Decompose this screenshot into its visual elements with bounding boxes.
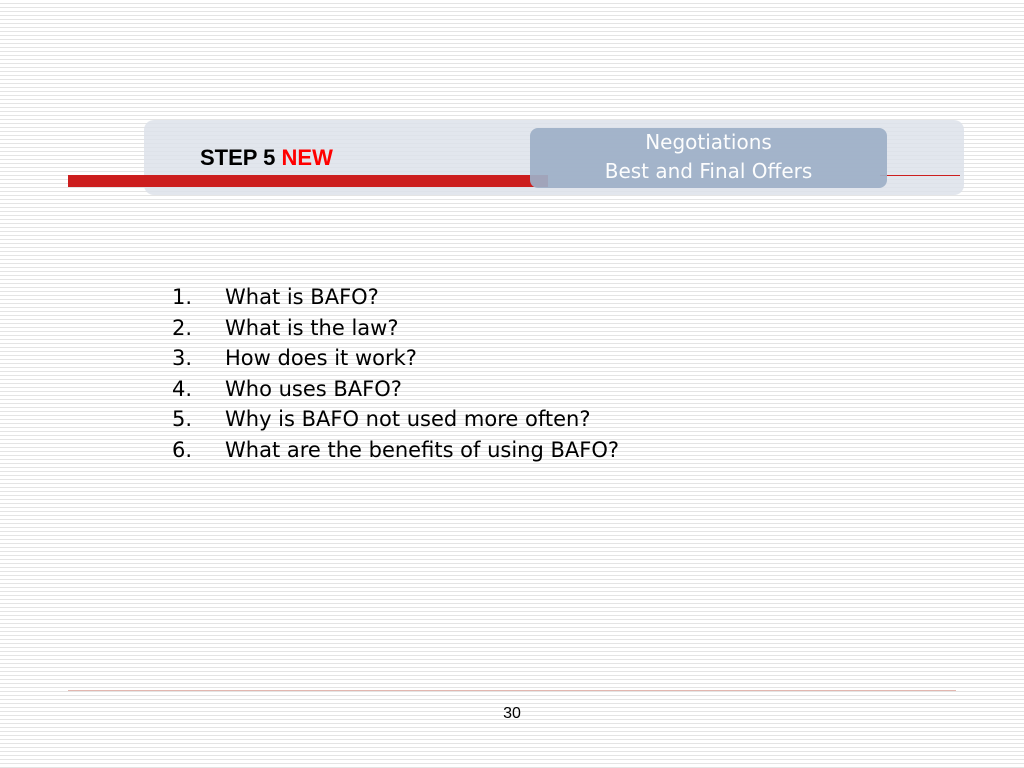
title-accent-line (880, 175, 960, 176)
list-item (172, 374, 619, 405)
list-item-number: 6. (172, 437, 193, 462)
list-item-number: 3. (172, 346, 193, 370)
slide-title (200, 145, 333, 171)
title-accent-bar (68, 175, 548, 187)
list-item (172, 313, 619, 344)
new-badge: NEW (281, 145, 333, 170)
list-item (172, 404, 619, 435)
list-item (172, 435, 619, 466)
list-item-number: 4. (172, 376, 193, 401)
list-item-text: Why is BAFO not used more often? (225, 407, 591, 431)
topic-line-2: Best and Final Offers (604, 159, 813, 183)
step-label: STEP 5 (200, 145, 276, 170)
list-item-text: What is BAFO? (225, 285, 379, 309)
list-item-text: What is the law? (225, 315, 399, 340)
list-item-text: How does it work? (225, 346, 417, 370)
topic-box (530, 128, 887, 188)
list-item-text: Who uses BAFO? (225, 376, 402, 401)
question-list (172, 282, 619, 465)
footer-divider (68, 690, 956, 691)
page-number: 30 (503, 705, 521, 722)
list-item-number: 1. (172, 285, 193, 309)
list-item-text: What are the benefits of using BAFO? (225, 437, 620, 462)
topic-line-1: Negotiations (645, 130, 772, 154)
list-item (172, 282, 619, 313)
list-item (172, 343, 619, 374)
list-item-number: 2. (172, 315, 193, 340)
list-item-number: 5. (172, 407, 193, 431)
